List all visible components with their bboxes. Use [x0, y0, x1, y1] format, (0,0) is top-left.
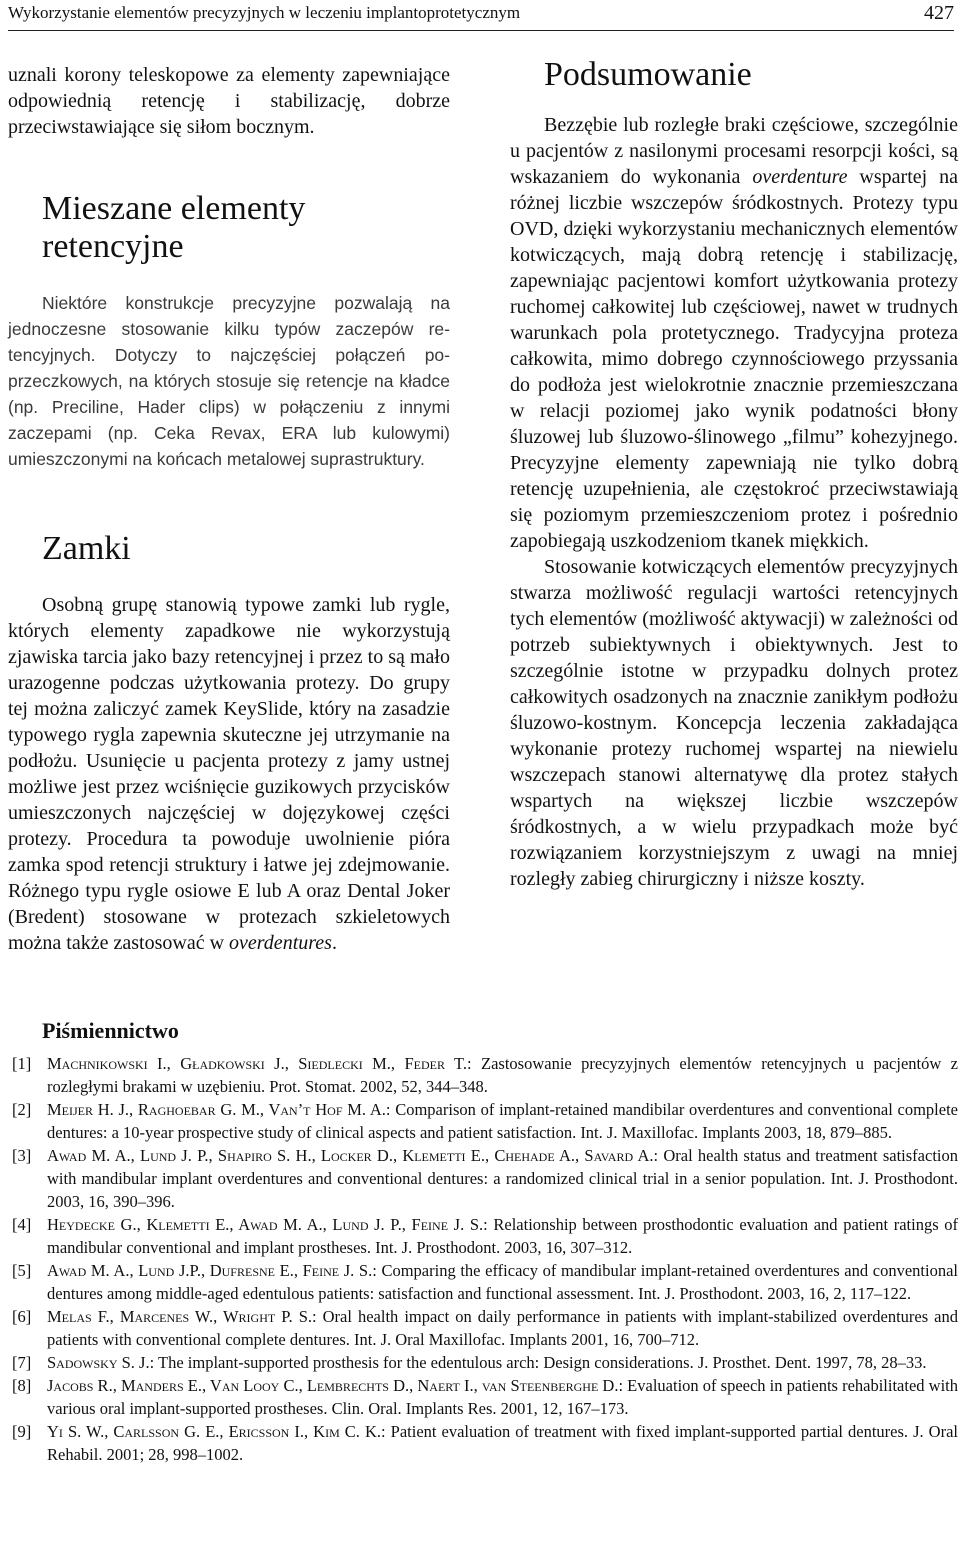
text-run: Osobną grupę stanowią typowe zamki lub rygle, których elementy zapadkowe nie wykorzystują zjawiska tarcia jako bazy retencyjnej i przez to są mało urazogenne podczas użytkowania protezy. Do grupy tej można zaliczyć zamek KeySlide, który na zasadzie typowego rygla zapewnia skuteczne jej utrzymanie na podłożu. Usunięcie u pacjenta protezy z jamy ustnej możliwe jest przez wciśnięcie guzikowych przycisków umieszczonych najczęściej w dojęzykowej części protezy. Procedura ta powoduje uwolnienie pióra zamka spod retencji struktury i łatwe jej zdejmowanie. Różnego typu rygle osiowe E lub A oraz Dental Joker (Bredent) stosowane w protezach szkieletowych można także zastosować w	[8, 594, 450, 954]
reference-number: [4]	[12, 1215, 32, 1234]
left-column	[8, 62, 450, 956]
reference-text: : Comparison of implant-retained mandibilar overdentures and conventional complete dentures: a 10-year prospective study of clinical aspects and patient satisfaction. Int. J. Maxillofac. Implants 2003, 18, 879–885.	[47, 1100, 958, 1142]
reference-text: : Evaluation of speech in patients rehabilitated with various oral implant-supported prostheses. Clin. Oral. Implants Res. 2001, 12, 167–173.	[47, 1376, 958, 1418]
reference-text: : Patient evaluation of treatment with fixed implant-supported partial dentures. J. Oral Rehabil. 2001; 28, 998–1002.	[47, 1422, 958, 1464]
reference-item	[8, 1052, 958, 1098]
page-header	[8, 0, 954, 31]
reference-item	[8, 1213, 958, 1259]
section-paragraph-zamki	[8, 592, 450, 956]
references-heading: Piśmiennictwo	[42, 1018, 179, 1043]
page-number: 427	[924, 2, 954, 24]
right-column	[510, 56, 958, 892]
reference-text: : Relationship between prosthodontic evaluation and patient ratings of mandibular conventional and implant prostheses. Int. J. Prosthodont. 2003, 16, 307–312.	[47, 1215, 958, 1257]
running-title: Wykorzystanie elementów precyzyjnych w leczeniu implantoprotetycznym	[8, 3, 521, 22]
reference-item	[8, 1374, 958, 1420]
section-heading-zamki: Zamki	[42, 530, 131, 567]
reference-authors: Machnikowski I., Gładkowski J., Siedlecki M., Feder T.	[47, 1054, 468, 1073]
reference-number: [8]	[12, 1376, 32, 1395]
reference-authors: Heydecke G., Klemetti E., Awad M. A., Lund J. P., Feine J. S.	[47, 1215, 484, 1234]
reference-item	[8, 1305, 958, 1351]
reference-number: [5]	[12, 1261, 32, 1280]
reference-text: : Oral health impact on daily performance in patients with implant-stabilized overdentures and patients with conventional complete dentures. Int. J. Oral Maxillofac. Implants 2001, 16, 700–712.	[47, 1307, 958, 1349]
reference-text: : Comparing the efficacy of mandibular implant-retained overdentures and conventional dentures among middle-aged edentulous patients: satisfaction and functional assessment. Int. J. Prosthodont. 2003, 16, 2, 117–122.	[47, 1261, 959, 1303]
reference-item	[8, 1420, 958, 1466]
reference-text: : The implant-supported prosthesis for the edentulous arch: Design considerations. J. Prosthet. Dent. 1997, 78, 28–33.	[149, 1353, 927, 1372]
reference-number: [6]	[12, 1307, 32, 1326]
reference-number: [3]	[12, 1146, 32, 1165]
section-heading-line: Mieszane elementy	[42, 190, 306, 227]
section-heading-podsumowanie: Podsumowanie	[544, 56, 752, 93]
summary-paragraph-1	[510, 112, 958, 554]
reference-item	[8, 1098, 958, 1144]
reference-authors: Melas F., Marcenes W., Wright P. S.	[47, 1307, 313, 1326]
summary-paragraph-2: Stosowanie kotwiczących elementów precyzyjnych stwarza możliwość regulacji wartości retencyjnych tych elementów (możliwość aktywacji) w zależności od potrzeb subiektywnych i obiektywnych. Jest to szczególnie istotne w przypadku dolnych protez całkowitych osadzonych na znacznie zanikłym podłożu śluzowo-kostnym. Koncepcja leczenia zakładająca wykonanie protezy ruchomej wspartej na niewielu wszczepach stanowi alternatywę dla protez stałych wspartych na większej liczbie wszczepów śródkostnych, a w wielu przypadkach może być rozwiązaniem korzystniejszym z uwagi na mniej rozległy zabieg chirurgiczny i niższe koszty.	[510, 556, 958, 890]
reference-item	[8, 1351, 958, 1374]
section-heading-mieszane	[42, 190, 450, 266]
reference-item	[8, 1144, 958, 1213]
text-run: wspartej na różnej liczbie wszczepów śródkostnych. Protezy typu OVD, dzięki wykorzystaniu mechanicznych elementów kotwiczących, mają dobrą retencję i stabilizację, zapewniając pacjentowi komfort użytkowania protezy ruchomej całkowitej lub częściowej, nawet w trudnych warunkach pola protetycznego. Tradycyjna proteza całkowita, mimo dobrego czynnościowego przyssania do podłoża jest wielokrotnie znacznie przemieszczana w relacji poziomej jako wynik podatności błony śluzowej lub śluzowo-ślinowego „filmu” kohezyjnego. Precyzyjne elementy zapewniają nie tylko dobrą retencję uzupełnienia, ale częstokroć przeciwstawiają się poziomym przemieszczeniom protez i pośrednio zapobiegają uszkodzeniom tkanek miękkich.	[510, 166, 958, 552]
reference-authors: Meijer H. J., Raghoebar G. M., Van’t Hof M. A.	[47, 1100, 386, 1119]
reference-authors: Jacobs R., Manders E., Van Looy C., Lembrechts D., Naert I., van Steenberghe D.	[47, 1376, 619, 1395]
intro-paragraph: uznali korony teleskopowe za elementy zapewniające odpowiednią retencję i stabilizację, dobrze przeciwstawiające się siłom bocznym.	[8, 64, 450, 138]
references-section	[8, 1016, 958, 1466]
reference-authors: Yi S. W., Carlsson G. E., Ericsson I., Kim C. K.	[47, 1422, 382, 1441]
reference-authors: Sadowsky S. J.	[47, 1353, 150, 1372]
italic-term: overdenture	[752, 166, 848, 188]
reference-authors: Awad M. A., Lund J.P., Dufresne E., Feine J. S.	[47, 1261, 373, 1280]
text-run: .	[331, 932, 337, 954]
italic-term: overdentures	[229, 932, 332, 954]
reference-text: : Zastosowanie precyzyjnych elementów retencyjnych u pacjentów z rozległymi brakami w uzębieniu. Prot. Stomat. 2002, 52, 344–348.	[47, 1054, 958, 1096]
reference-number: [7]	[12, 1353, 32, 1372]
reference-number: [9]	[12, 1422, 32, 1441]
reference-number: [2]	[12, 1100, 32, 1119]
section-paragraph-mieszane: Niektóre konstrukcje precyzyjne pozwalają na jednoczesne stosowanie kilku typów zaczepów retencyjnych. Dotyczy to najczęściej połączeń poprzeczkowych, na których stosuje się retencje na kładce (np. Preciline, Hader clips) w połączeniu z innymi zaczepami (np. Ceka Revax, ERA lub kulowymi) umieszczonymi na końcach metalowej suprastruktury.	[8, 293, 450, 469]
section-heading-line: retencyjne	[42, 228, 184, 265]
text-run: Bezzębie lub rozległe braki częściowe, szczególnie u pacjentów z nasilonymi procesami resorpcji kości, są wskazaniem do wykonania	[510, 114, 958, 188]
reference-number: [1]	[12, 1054, 32, 1073]
reference-authors: Awad M. A., Lund J. P., Shapiro S. H., Locker D., Klemetti E., Chehade A., Savard A.	[47, 1146, 654, 1165]
reference-text: : Oral health status and treatment satisfaction with mandibular implant overdentures and conventional dentures: a randomized clinical trial in a senior population. Int. J. Prosthodont. 2003, 16, 390–396.	[47, 1146, 958, 1211]
reference-item	[8, 1259, 958, 1305]
